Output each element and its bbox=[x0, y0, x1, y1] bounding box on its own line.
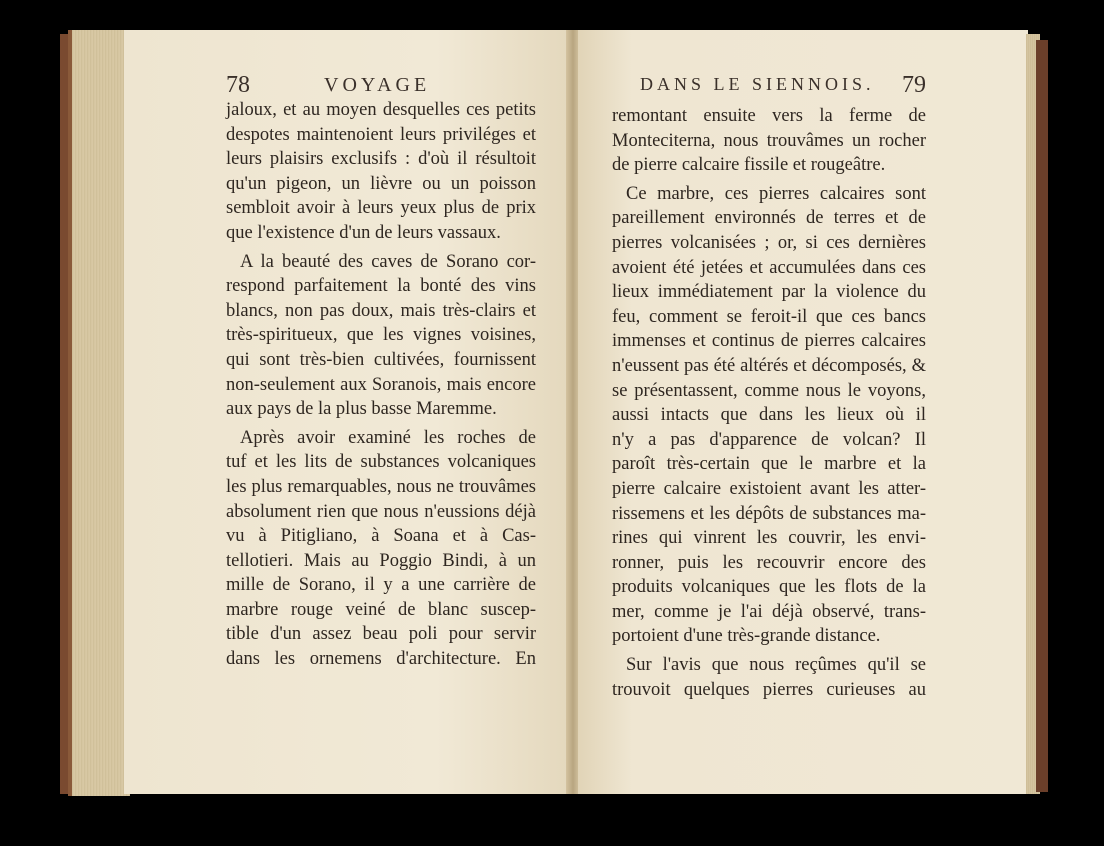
text-line: non-seulement aux Soranois, mais encore bbox=[226, 374, 536, 395]
text-line: n'y a pas d'apparence de volcan? Il bbox=[612, 429, 926, 450]
text-line: remontant ensuite vers la ferme de bbox=[612, 106, 926, 126]
text-line: feu, comment se feroit-il que ces bancs bbox=[612, 306, 926, 327]
text-line: ronner, puis les recouvrir encore des bbox=[612, 552, 926, 573]
left-page-number: 78 bbox=[226, 72, 250, 98]
text-line: immenses et continus de pierres calcaires bbox=[612, 331, 926, 352]
text-line: rissemens et les dépôts de substances ma- bbox=[612, 503, 926, 524]
text-line: jaloux, et au moyen desquelles ces petits bbox=[226, 100, 536, 120]
text-line: rines qui vinrent les couvrir, les envi- bbox=[612, 528, 926, 549]
text-line: qu'un pigeon, un lièvre ou un poisson bbox=[226, 173, 536, 194]
text-line: tellotieri. Mais au Poggio Bindi, à un bbox=[226, 550, 536, 571]
text-line: qui sont très-bien cultivées, fournissent bbox=[226, 349, 536, 370]
text-line: que l'existence d'un de leurs vassaux. bbox=[226, 222, 501, 243]
text-line: A la beauté des caves de Sorano cor- bbox=[240, 251, 536, 272]
text-line: sembloit avoir à leurs yeux plus de prix bbox=[226, 198, 536, 219]
text-line: trouvoit quelques pierres curieuses au bbox=[612, 679, 926, 700]
text-line: pierre calcaire existoient avant les atter- bbox=[612, 478, 926, 499]
text-line: les plus remarquables, nous ne trouvâmes bbox=[226, 476, 536, 497]
text-line: absolument rien que nous n'eussions déjà bbox=[226, 501, 536, 522]
text-line: mer, comme je l'ai déjà observé, trans- bbox=[612, 601, 926, 622]
text-line: pierres volcanisées ; or, si ces dernières bbox=[612, 232, 926, 253]
text-line: dans les ornemens d'architecture. En bbox=[226, 649, 536, 670]
text-line: tuf et les lits de substances volcaniques bbox=[226, 452, 536, 473]
text-line: vu à Pitigliano, à Soana et à Cas- bbox=[226, 526, 536, 547]
right-cover-edge bbox=[1036, 40, 1048, 792]
text-line: n'eussent pas été altérés et décomposés, & bbox=[612, 355, 926, 376]
text-line: marbre rouge veiné de blanc suscep- bbox=[226, 599, 536, 620]
text-line: portoient d'une très-grande distance. bbox=[612, 626, 881, 647]
text-line: aussi intacts que dans les lieux où il bbox=[612, 405, 926, 426]
text-line: de pierre calcaire fissile et rougeâtre. bbox=[612, 155, 886, 176]
text-line: se présentassent, comme nous le voyons, bbox=[612, 380, 926, 401]
text-line: aux pays de la plus basse Maremme. bbox=[226, 399, 497, 420]
text-line: Monteciterna, nous trouvâmes un rocher bbox=[612, 130, 926, 151]
text-line: avoient été jetées et accumulées dans ces bbox=[612, 257, 926, 278]
right-page-number: 79 bbox=[902, 72, 926, 98]
text-line: produits volcaniques que les flots de la bbox=[612, 577, 926, 598]
right-running-head: DANS LE SIENNOIS. bbox=[640, 74, 875, 94]
text-line: leurs plaisirs exclusifs : d'où il résultoit bbox=[226, 149, 536, 170]
left-page-block-edges bbox=[68, 30, 130, 796]
text-line: tible d'un assez beau poli pour servir bbox=[226, 624, 536, 645]
left-running-head: VOYAGE bbox=[324, 74, 431, 96]
text-line: despotes maintenoient leurs priviléges et bbox=[226, 124, 536, 145]
text-line: pareillement environnés de terres et de bbox=[612, 208, 926, 229]
text-line: Sur l'avis que nous reçûmes qu'il se bbox=[626, 655, 926, 676]
left-body-text bbox=[226, 98, 536, 672]
text-line: paroît très-certain que le marbre et la bbox=[612, 454, 926, 475]
right-body-text bbox=[612, 104, 926, 702]
text-line: lieux immédiatement par la violence du bbox=[612, 282, 926, 303]
text-line: mille de Sorano, il y a une carrière de bbox=[226, 575, 536, 596]
text-line: très-spiritueux, que les vignes voisines, bbox=[226, 325, 536, 346]
text-line: Après avoir examiné les roches de bbox=[240, 427, 536, 448]
text-line: respond parfaitement la bonté des vins bbox=[226, 276, 536, 297]
right-page-header bbox=[640, 72, 930, 102]
text-line: Ce marbre, ces pierres calcaires sont bbox=[626, 183, 926, 204]
text-line: blancs, non pas doux, mais très-clairs et bbox=[226, 300, 536, 321]
